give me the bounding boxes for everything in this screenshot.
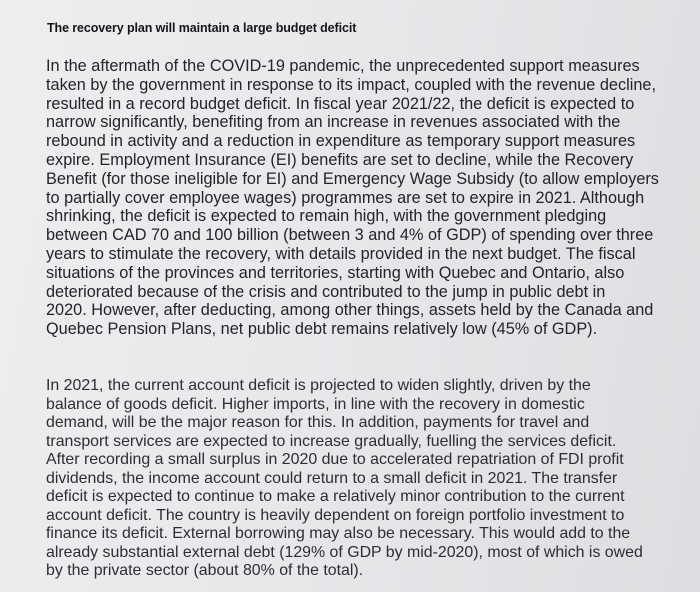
text-line: Benefit (for those ineligible for EI) and Emergency Wage Subsidy (to allow employers <box>46 169 659 188</box>
text-line: finance its deficit. External borrowing may also be necessary. This would add to the <box>46 525 631 542</box>
text-line: In 2021, the current account deficit is projected to widen slightly, driven by the <box>46 377 591 394</box>
text-line: rebound in activity and a reduction in expenditure as temporary support measures <box>46 132 636 151</box>
section-heading: The recovery plan will maintain a large budget deficit <box>47 21 357 35</box>
text-line: deficit is expected to continue to make a relatively minor contribution to the current <box>46 488 625 505</box>
paragraph-current-account <box>46 377 666 581</box>
text-line: by the private sector (about 80% of the total). <box>46 562 364 579</box>
text-line: taken by the government in response to its impact, coupled with the revenue decline, <box>46 75 656 94</box>
paragraph-budget-deficit <box>46 57 686 339</box>
text-line: 2020. However, after deducting, among other things, assets held by the Canada and <box>46 301 654 320</box>
text-line: After recording a small surplus in 2020 due to accelerated repatriation of FDI profit <box>46 451 624 468</box>
text-line: shrinking, the deficit is expected to remain high, with the government pledging <box>46 207 607 226</box>
text-line: already substantial external debt (129% of GDP by mid-2020), most of which is owed <box>46 543 643 561</box>
text-line: transport services are expected to increase gradually, fuelling the services deficit. <box>46 432 617 450</box>
text-line: In the aftermath of the COVID-19 pandemic, the unprecedented support measures <box>46 57 640 75</box>
text-line: deteriorated because of the crisis and contributed to the jump in public debt in <box>46 282 606 301</box>
text-line: Quebec Pension Plans, net public debt remains relatively low (45% of GDP). <box>46 320 598 339</box>
text-line: to partially cover employee wages) programmes are set to expire in 2021. Although <box>46 188 645 207</box>
text-line: dividends, the income account could return to a small deficit in 2021. The transfer <box>46 469 618 487</box>
text-line: account deficit. The country is heavily dependent on foreign portfolio investment to <box>46 506 625 524</box>
text-line: demand, will be the major reason for this. In addition, payments for travel and <box>46 414 590 431</box>
text-line: narrow significantly, benefiting from an increase in revenues associated with the <box>46 113 621 132</box>
text-line: situations of the provinces and territories, starting with Quebec and Ontario, also <box>46 263 625 282</box>
text-line: balance of goods deficit. Higher imports, in line with the recovery in domestic <box>46 395 585 413</box>
text-line: expire. Employment Insurance (EI) benefits are set to decline, while the Recovery <box>46 150 634 169</box>
text-line: resulted in a record budget deficit. In fiscal year 2021/22, the deficit is expected to <box>46 94 635 113</box>
text-line: between CAD 70 and 100 billion (between 3 and 4% of GDP) of spending over three <box>46 226 654 245</box>
text-line: years to stimulate the recovery, with details provided in the next budget. The fiscal <box>46 244 636 263</box>
